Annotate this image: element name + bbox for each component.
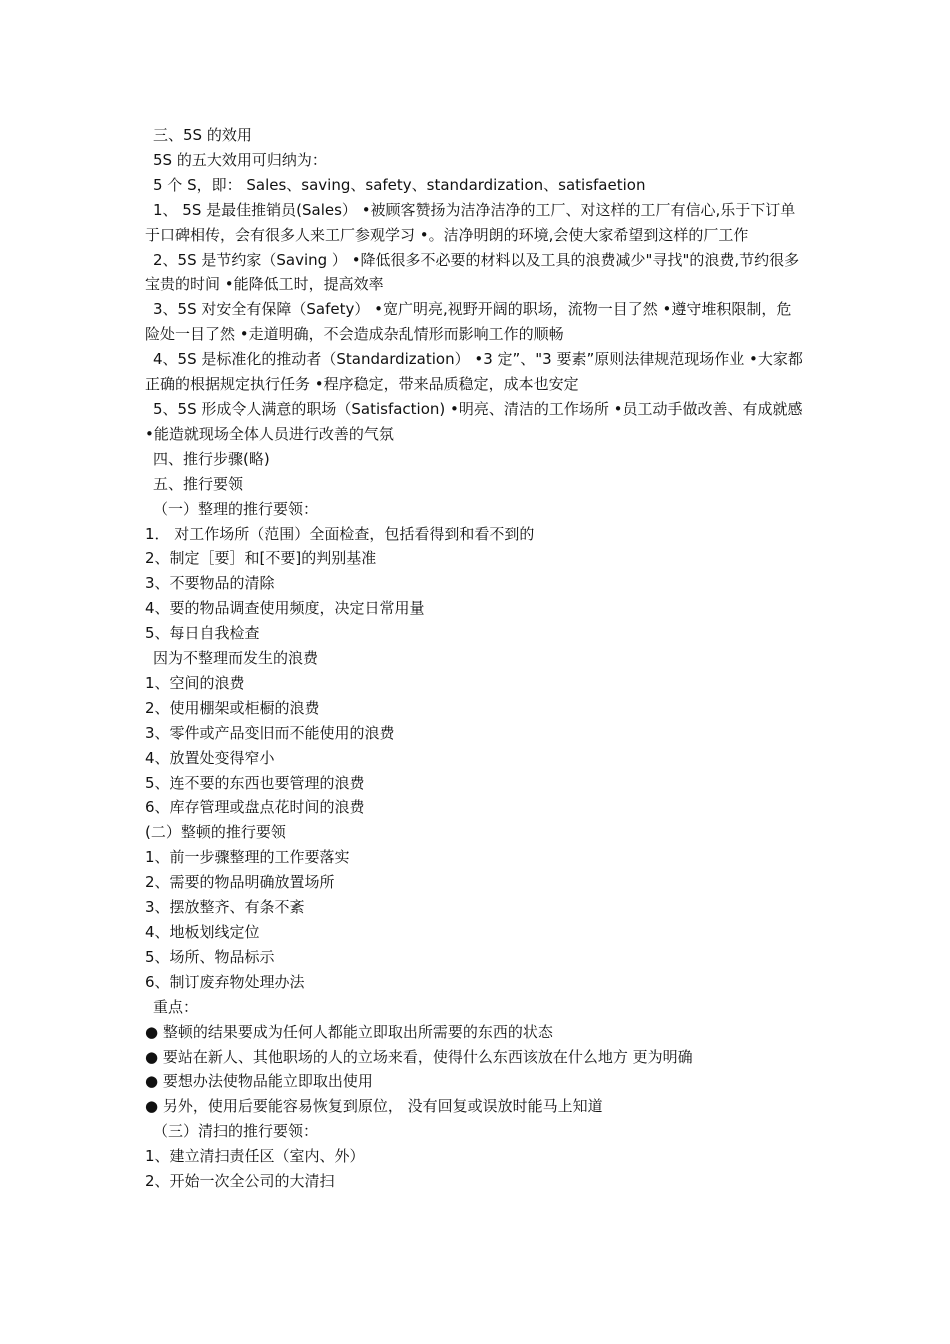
text-line: ● 整顿的结果要成为任何人都能立即取出所需要的东西的状态	[145, 1022, 553, 1041]
text-line: 重点：	[153, 997, 199, 1016]
text-line: ● 要想办法使物品能立即取出使用	[145, 1072, 373, 1091]
text-line: 1、建立清扫责任区（室内、外）	[145, 1147, 365, 1166]
text-line: 3、零件或产品变旧而不能使用的浪费	[145, 723, 395, 742]
effect-paragraph: 4、5S 是标准化的推动者（Standardization） •3 定”、"3 要素”原则法律规范现场作业 •大家都正确的根据规定执行任务 •程序稳定，带来品质稳定，成本也安定	[145, 350, 803, 394]
text-line: ● 要站在新人、其他职场的人的立场来看，使得什么东西该放在什么地方 更为明确	[145, 1047, 693, 1066]
effect-paragraph: 1、 5S 是最佳推销员(Sales） •被顾客赞扬为洁净洁净的工厂、对这样的工厂有信心,乐于下订单于口碑相传，会有很多人来工厂参观学习 •。洁净明朗的环境,会使大家希望到这样的厂工作	[145, 200, 796, 244]
effect-paragraph: 5、5S 形成令人满意的职场（Satisfaction) •明亮、清洁的工作场所 •员工动手做改善、有成就感 •能造就现场全体人员进行改善的气氛	[145, 399, 803, 443]
text-line: 1． 对工作场所（范围）全面检查，包括看得到和看不到的	[145, 524, 535, 543]
text-line: 2、制定［要］和[不要]的判别基准	[145, 549, 377, 568]
text-line: 5、连不要的东西也要管理的浪费	[145, 773, 365, 792]
steps-lines	[145, 447, 805, 1194]
effect-paragraph: 2、5S 是节约家（Saving ） •降低很多不必要的材料以及工具的浪费减少"寻找"的浪费,节约很多宝贵的时间 •能降低工时，提高效率	[145, 250, 800, 294]
text-line: 4、要的物品调查使用频度，决定日常用量	[145, 599, 425, 618]
text-line: 4、放置处变得窄小	[145, 748, 275, 767]
text-line: 3、不要物品的清除	[145, 574, 275, 593]
text-line: 五、推行要领	[153, 474, 244, 493]
text-line: 因为不整理而发生的浪费	[153, 649, 319, 668]
text-line: (二）整顿的推行要领	[145, 823, 286, 842]
text-line: （三）清扫的推行要领：	[153, 1122, 319, 1141]
text-line: 5、每日自我检查	[145, 624, 260, 643]
text-line: 三、5S 的效用	[153, 126, 252, 144]
text-line: 3、摆放整齐、有条不紊	[145, 898, 305, 917]
text-line: 6、制订废弃物处理办法	[145, 972, 305, 991]
text-line: 6、库存管理或盘点花时间的浪费	[145, 798, 365, 817]
text-line: 2、需要的物品明确放置场所	[145, 873, 335, 892]
text-line: 2、开始一次全公司的大清扫	[145, 1172, 335, 1191]
text-line: 5、场所、物品标示	[145, 947, 275, 966]
text-line: 1、空间的浪费	[145, 673, 245, 692]
text-line: ● 另外，使用后要能容易恢复到原位， 没有回复或误放时能马上知道	[145, 1097, 603, 1116]
effects-paragraphs	[145, 198, 805, 447]
document-body	[145, 123, 805, 1194]
text-line: 5 个 S，即： Sales、saving、safety、standardization、satisfaetion	[153, 175, 646, 194]
text-line: （一）整理的推行要领：	[153, 499, 319, 518]
text-line: 1、前一步骤整理的工作要落实	[145, 848, 350, 867]
text-line: 四、推行步骤(略)	[153, 449, 270, 468]
text-line: 4、地板划线定位	[145, 923, 260, 941]
text-line: 5S 的五大效用可归纳为：	[153, 150, 327, 169]
intro-lines	[145, 123, 805, 198]
text-line: 2、使用棚架或柜橱的浪费	[145, 698, 320, 717]
effect-paragraph: 3、5S 对安全有保障（Safety） •宽广明亮,视野开阔的职场，流物一目了然 •遵守堆积限制，危险处一目了然 •走道明确，不会造成杂乱情形而影响工作的顺畅	[145, 300, 792, 344]
